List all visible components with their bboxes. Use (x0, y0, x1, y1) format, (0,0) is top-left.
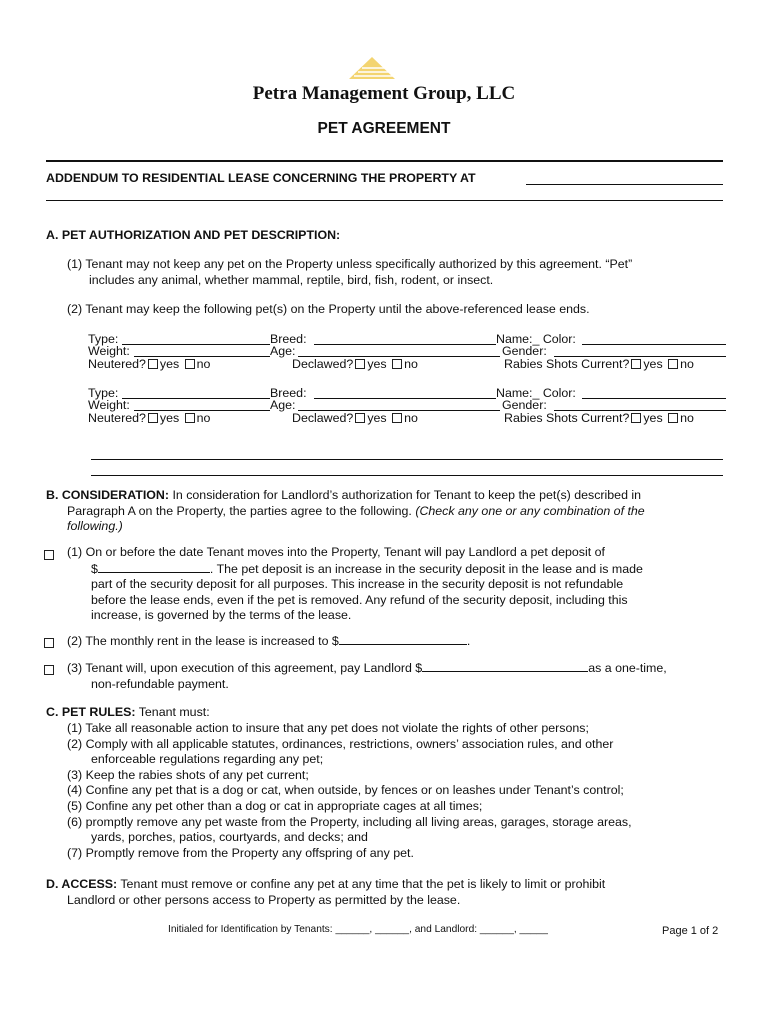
rule-item (67, 799, 728, 815)
section-b-instruction: (Check any one or any combination of the (415, 503, 645, 518)
weight-label: Weight: (88, 398, 130, 412)
page-number: Page 1 of 2 (662, 925, 719, 937)
rabies-yes-checkbox[interactable] (631, 359, 641, 369)
rule-text: Comply with all applicable statutes, ordinances, restrictions, owners’ association rules, and other (85, 736, 614, 751)
rule-number: (1) (67, 721, 83, 735)
declawed-no-checkbox[interactable] (392, 413, 402, 423)
neutered-label: Neutered? (88, 411, 146, 425)
option-2-text (67, 633, 470, 650)
rule-text: Promptly remove from the Property any offspring of any pet. (85, 845, 414, 860)
option-3-label-end: as a one-time, (588, 661, 667, 675)
option-3-line-2: non-refundable payment. (91, 676, 229, 691)
pet-deposit-field[interactable] (98, 561, 210, 573)
section-b-intro-line-2: Paragraph A on the Property, the parties agree to the following. (67, 503, 416, 518)
rule-number: (6) (67, 814, 83, 829)
rule-text: Take all reasonable action to insure that any pet does not violate the rights of other persons; (85, 721, 589, 735)
rule-item (67, 768, 728, 784)
type-label: Type: (88, 332, 119, 346)
declawed-yes-checkbox[interactable] (355, 413, 365, 423)
no-label: no (680, 357, 694, 371)
rabies-row (504, 411, 694, 427)
declawed-no-checkbox[interactable] (392, 359, 402, 369)
property-address-blank-2 (46, 200, 723, 201)
yes-label: yes (159, 411, 180, 425)
dollar-sign: $ (91, 561, 98, 576)
name-color-label: Name:_ Color: (496, 386, 576, 400)
section-c-intro: Tenant must: (135, 705, 210, 719)
section-d-line-2: Landlord or other persons access to Property as permitted by the lease. (67, 892, 461, 907)
option-1-line-2: . The pet deposit is an increase in the security deposit in the lease and is made (209, 561, 643, 576)
option-3-label: (3) Tenant will, upon execution of this agreement, pay Landlord $ (67, 661, 423, 675)
header-rule (46, 160, 723, 162)
breed-field[interactable] (314, 344, 496, 345)
no-label: no (680, 411, 694, 425)
rule-text: Confine any pet other than a dog or cat in appropriate cages at all times; (85, 798, 483, 813)
rule-item (67, 721, 728, 737)
rule-item (67, 737, 728, 753)
neutered-yes-checkbox[interactable] (148, 359, 158, 369)
section-b-intro-line-1: In consideration for Landlord’s authorization for Tenant to keep the pet(s) described in (169, 488, 642, 502)
rabies-no-checkbox[interactable] (668, 413, 678, 423)
no-label: no (196, 411, 211, 425)
type-field[interactable] (122, 344, 270, 345)
rabies-label: Rabies Shots Current? (504, 357, 630, 371)
section-a-para-1-line-2: includes any animal, whether mammal, reptile, bird, fish, rodent, or insect. (89, 272, 494, 287)
type-label: Type: (88, 386, 119, 400)
yes-label: yes (367, 411, 387, 425)
company-name: Petra Management Group, LLC (252, 83, 516, 104)
no-label: no (196, 357, 211, 371)
rule-number: (7) (67, 845, 83, 860)
one-time-payment-field[interactable] (422, 660, 588, 672)
declawed-yes-checkbox[interactable] (355, 359, 365, 369)
option-1-text (67, 545, 728, 624)
extra-pet-line-1[interactable] (91, 459, 723, 460)
rabies-yes-checkbox[interactable] (631, 413, 641, 423)
pet-rules-list (67, 721, 728, 861)
section-b-intro (46, 488, 728, 535)
breed-label: Breed: (270, 332, 307, 346)
declawed-label: Declawed? (292, 411, 354, 425)
company-logo (348, 56, 396, 80)
option-1-line-1: (1) On or before the date Tenant moves into the Property, Tenant will pay Landlord a pet deposit of (67, 545, 605, 559)
breed-label: Breed: (270, 386, 307, 400)
rule-item (67, 783, 728, 799)
option-2-label: (2) The monthly rent in the lease is increased to $ (67, 634, 339, 648)
color-field[interactable] (582, 344, 726, 345)
rule-item (67, 846, 728, 862)
weight-label: Weight: (88, 344, 130, 358)
yes-label: yes (367, 357, 387, 371)
neutered-row (88, 357, 210, 373)
neutered-no-checkbox[interactable] (185, 413, 195, 423)
neutered-no-checkbox[interactable] (185, 359, 195, 369)
option-3-text (67, 660, 667, 692)
rule-number: (5) (67, 798, 83, 813)
rule-number: (3) (67, 767, 83, 782)
option-2-checkbox[interactable] (44, 638, 54, 648)
gender-label: Gender: (502, 398, 547, 412)
rule-text: promptly remove any pet waste from the Property, including all living areas, garages, storage areas, (85, 814, 632, 829)
option-1-checkbox[interactable] (44, 550, 54, 560)
document-title: PET AGREEMENT (317, 120, 451, 137)
declawed-row (292, 411, 418, 427)
neutered-row (88, 411, 210, 427)
rule-text: Confine any pet that is a dog or cat, when outside, by fences or on leashes under Tenant’s control; (85, 783, 624, 798)
neutered-yes-checkbox[interactable] (148, 413, 158, 423)
rule-number: (2) (67, 736, 83, 751)
yes-label: yes (643, 411, 663, 425)
rabies-row (504, 357, 694, 373)
breed-field[interactable] (314, 398, 496, 399)
no-label: no (404, 411, 418, 425)
rule-item (67, 815, 728, 831)
property-address-blank (526, 184, 723, 185)
gender-label: Gender: (502, 344, 547, 358)
initials-line: Initialed for Identification by Tenants: ______, ______, and Landlord: ______, _____ (168, 924, 548, 935)
option-1-line-5: increase, is governed by the terms of the lease. (91, 608, 352, 623)
neutered-label: Neutered? (88, 357, 146, 371)
rule-number: (4) (67, 783, 83, 798)
yes-label: yes (159, 357, 180, 371)
section-a-heading: A. PET AUTHORIZATION AND PET DESCRIPTION: (46, 228, 341, 242)
declawed-label: Declawed? (292, 357, 354, 371)
option-1-line-3: part of the security deposit for all purposes. This increase in the security deposit is not refundable (91, 577, 624, 592)
section-b-instruction-end: following.) (67, 519, 123, 534)
monthly-rent-field[interactable] (339, 633, 467, 645)
yes-label: yes (643, 357, 663, 371)
addendum-heading: ADDENDUM TO RESIDENTIAL LEASE CONCERNING THE PROPERTY AT (46, 171, 476, 185)
name-color-label: Name:_ Color: (496, 332, 576, 346)
no-label: no (404, 357, 418, 371)
rabies-no-checkbox[interactable] (668, 359, 678, 369)
rule-text-continued: enforceable regulations regarding any pet; (91, 752, 324, 767)
pet-form-1 (88, 332, 728, 376)
rule-text-continued: yards, porches, patios, courtyards, and decks; and (91, 830, 368, 845)
age-label: Age: (270, 398, 296, 412)
section-a-para-1-line-1: (1) Tenant may not keep any pet on the Property unless specifically authorized by this agreement. “Pet” (67, 257, 633, 271)
section-d-label: D. ACCESS: (46, 877, 118, 891)
section-d-line-1: Tenant must remove or confine any pet at any time that the pet is likely to limit or prohibit (117, 877, 606, 891)
section-c-label: C. PET RULES: (46, 705, 136, 719)
option-3-checkbox[interactable] (44, 665, 54, 675)
pet-form-2 (88, 386, 728, 430)
section-b-label: B. CONSIDERATION: (46, 488, 169, 502)
declawed-row (292, 357, 418, 373)
section-d (46, 877, 728, 908)
rule-text: Keep the rabies shots of any pet current; (85, 767, 309, 782)
option-2-period: . (466, 634, 471, 648)
type-field[interactable] (122, 398, 270, 399)
section-c-heading (46, 705, 210, 721)
section-a-para-2: (2) Tenant may keep the following pet(s) on the Property until the above-referenced lease ends. (67, 302, 590, 316)
section-a-para-1 (67, 257, 632, 288)
age-label: Age: (270, 344, 296, 358)
rabies-label: Rabies Shots Current? (504, 411, 630, 425)
option-1-line-4: before the lease ends, even if the pet is removed. Any refund of the security deposit, including this (91, 592, 628, 607)
extra-pet-line-2[interactable] (91, 475, 723, 476)
color-field[interactable] (582, 398, 726, 399)
